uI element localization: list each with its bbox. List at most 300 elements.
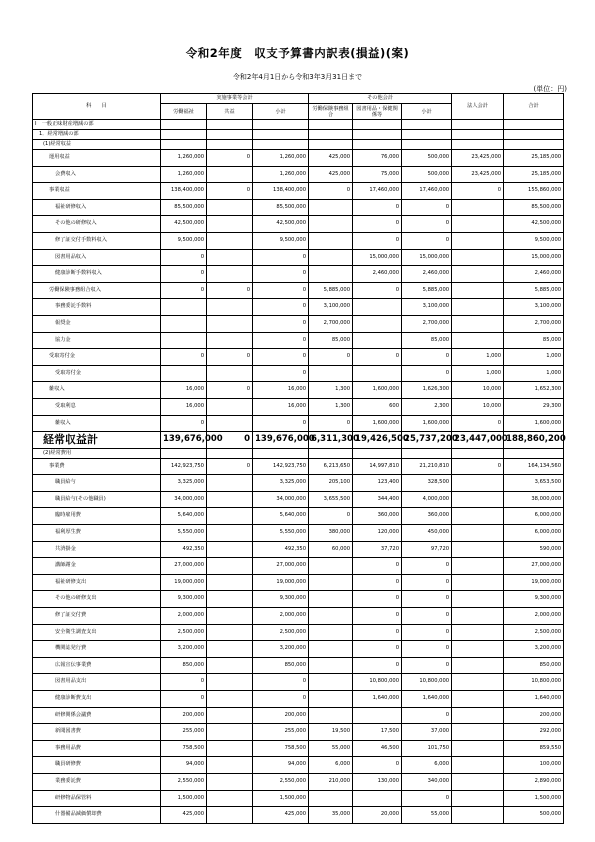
amount-cell: 1,600,000 [353, 415, 402, 432]
amount-cell: 14,997,810 [353, 458, 402, 475]
amount-cell: 0 [353, 608, 402, 625]
row-label: 研修物品保管料 [33, 790, 161, 807]
amount-cell: 0 [253, 691, 309, 708]
table-row [33, 757, 564, 774]
row-label: 事務用品費 [33, 740, 161, 757]
amount-cell: 10,000 [452, 398, 504, 415]
amount-cell: 0 [207, 382, 253, 399]
amount-cell [452, 249, 504, 266]
amount-cell: 0 [402, 349, 452, 366]
header-sub: 小計 [253, 104, 309, 120]
row-label: (2)経常費用 [33, 448, 161, 458]
amount-cell: 2,550,000 [253, 773, 309, 790]
amount-cell: 2,300 [402, 398, 452, 415]
table-row [33, 365, 564, 382]
amount-cell: 25,185,000 [504, 166, 564, 183]
amount-cell: 492,350 [253, 541, 309, 558]
amount-cell [353, 707, 402, 724]
amount-cell [207, 232, 253, 249]
amount-cell [452, 773, 504, 790]
row-label: 労働保険事務組合収入 [33, 282, 161, 299]
amount-cell [452, 624, 504, 641]
amount-cell: 758,500 [253, 740, 309, 757]
row-label: 図書用品収入 [33, 249, 161, 266]
amount-cell [353, 332, 402, 349]
amount-cell [309, 365, 353, 382]
row-label: 雑収入 [33, 415, 161, 432]
amount-cell [452, 448, 504, 458]
row-label: 受取寄付金 [33, 365, 161, 382]
amount-cell [452, 508, 504, 525]
amount-cell: 3,200,000 [253, 641, 309, 658]
amount-cell: 55,000 [309, 740, 353, 757]
amount-cell [452, 757, 504, 774]
row-label: 健康診断手数料収入 [33, 266, 161, 283]
amount-cell: 97,720 [402, 541, 452, 558]
amount-cell: 0 [253, 282, 309, 299]
amount-cell: 380,000 [309, 525, 353, 542]
amount-cell [253, 448, 309, 458]
amount-cell [207, 574, 253, 591]
amount-cell: 23,425,000 [452, 150, 504, 167]
amount-cell [207, 740, 253, 757]
table-row [33, 674, 564, 691]
table-row [33, 266, 564, 283]
amount-cell: 3,325,000 [161, 475, 207, 492]
amount-cell: 1,000 [504, 365, 564, 382]
amount-cell [161, 448, 207, 458]
table-row [33, 691, 564, 708]
header-sub: 小計 [402, 104, 452, 120]
amount-cell: 85,500,000 [161, 199, 207, 216]
table-row [33, 558, 564, 575]
amount-cell: 2,700,000 [309, 315, 353, 332]
amount-cell: 1,260,000 [253, 166, 309, 183]
amount-cell [207, 299, 253, 316]
amount-cell [402, 130, 452, 140]
amount-cell: 42,500,000 [161, 216, 207, 233]
amount-cell [452, 332, 504, 349]
amount-cell: 0 [402, 232, 452, 249]
amount-cell: 2,460,000 [402, 266, 452, 283]
amount-cell: 0 [353, 232, 402, 249]
table-row [33, 740, 564, 757]
amount-cell [161, 315, 207, 332]
amount-cell: 0 [402, 790, 452, 807]
amount-cell: 850,000 [253, 657, 309, 674]
amount-cell [309, 624, 353, 641]
amount-cell [452, 591, 504, 608]
table-row [33, 299, 564, 316]
row-label: 修了証交付手数料収入 [33, 232, 161, 249]
amount-cell: 758,500 [161, 740, 207, 757]
amount-cell [504, 140, 564, 150]
amount-cell [309, 657, 353, 674]
amount-cell [253, 130, 309, 140]
amount-cell: 27,000,000 [161, 558, 207, 575]
amount-cell: 344,400 [353, 491, 402, 508]
row-label: 図書用品支出 [33, 674, 161, 691]
amount-cell: 15,000,000 [402, 249, 452, 266]
amount-cell: 0 [452, 183, 504, 200]
row-label: その他の研修支出 [33, 591, 161, 608]
amount-cell: 76,000 [353, 150, 402, 167]
amount-cell: 2,700,000 [402, 315, 452, 332]
table-row [33, 130, 564, 140]
amount-cell: 10,800,000 [353, 674, 402, 691]
amount-cell: 3,100,000 [504, 299, 564, 316]
amount-cell [353, 790, 402, 807]
amount-cell: 142,923,750 [161, 458, 207, 475]
amount-cell: 25,737,200 [402, 432, 452, 449]
amount-cell: 0 [402, 199, 452, 216]
amount-cell: 1,600,000 [402, 415, 452, 432]
amount-cell [309, 232, 353, 249]
amount-cell: 60,000 [309, 541, 353, 558]
table-row [33, 199, 564, 216]
amount-cell [207, 475, 253, 492]
amount-cell [253, 120, 309, 130]
amount-cell: 5,885,000 [402, 282, 452, 299]
amount-cell [309, 641, 353, 658]
amount-cell: 164,134,560 [504, 458, 564, 475]
row-label: (1)経常収益 [33, 140, 161, 150]
amount-cell [309, 120, 353, 130]
amount-cell: 16,000 [253, 398, 309, 415]
amount-cell [452, 724, 504, 741]
amount-cell [207, 773, 253, 790]
header-group2: その他会計 [309, 94, 452, 104]
amount-cell: 0 [161, 415, 207, 432]
amount-cell: 205,100 [309, 475, 353, 492]
amount-cell [452, 130, 504, 140]
amount-cell: 19,500 [309, 724, 353, 741]
amount-cell: 600 [353, 398, 402, 415]
table-row [33, 183, 564, 200]
amount-cell: 38,000,000 [504, 491, 564, 508]
amount-cell: 0 [309, 508, 353, 525]
amount-cell: 340,000 [402, 773, 452, 790]
amount-cell: 500,000 [504, 807, 564, 824]
amount-cell: 0 [161, 691, 207, 708]
amount-cell [452, 807, 504, 824]
row-label: 事業費 [33, 458, 161, 475]
amount-cell: 6,000,000 [504, 525, 564, 542]
amount-cell: 9,300,000 [504, 591, 564, 608]
row-label: 1．経常増減の部 [33, 130, 161, 140]
amount-cell: 120,000 [353, 525, 402, 542]
amount-cell: 0 [253, 299, 309, 316]
table-row [33, 541, 564, 558]
row-label: 業務委託費 [33, 773, 161, 790]
amount-cell [353, 130, 402, 140]
amount-cell [452, 657, 504, 674]
amount-cell [452, 790, 504, 807]
table-row [33, 574, 564, 591]
amount-cell: 6,000 [402, 757, 452, 774]
table-row [33, 657, 564, 674]
amount-cell: 85,000 [309, 332, 353, 349]
amount-cell: 0 [402, 608, 452, 625]
amount-cell: 328,500 [402, 475, 452, 492]
row-label: 会費収入 [33, 166, 161, 183]
amount-cell: 5,885,000 [504, 282, 564, 299]
amount-cell: 5,640,000 [161, 508, 207, 525]
table-row [33, 140, 564, 150]
amount-cell [309, 130, 353, 140]
amount-cell: 2,460,000 [504, 266, 564, 283]
amount-cell: 123,400 [353, 475, 402, 492]
amount-cell: 101,750 [402, 740, 452, 757]
amount-cell [161, 130, 207, 140]
amount-cell [309, 591, 353, 608]
amount-cell: 1,652,300 [504, 382, 564, 399]
amount-cell [452, 299, 504, 316]
amount-cell [207, 249, 253, 266]
amount-cell [452, 232, 504, 249]
row-label: 職員給与 [33, 475, 161, 492]
table-row [33, 282, 564, 299]
amount-cell: 0 [253, 266, 309, 283]
amount-cell [452, 641, 504, 658]
amount-cell: 500,000 [402, 166, 452, 183]
amount-cell: 0 [353, 757, 402, 774]
amount-cell: 200,000 [161, 707, 207, 724]
amount-cell: 3,200,000 [504, 641, 564, 658]
amount-cell: 1,600,000 [504, 415, 564, 432]
amount-cell [353, 120, 402, 130]
amount-cell: 0 [402, 591, 452, 608]
amount-cell [309, 790, 353, 807]
amount-cell [161, 365, 207, 382]
amount-cell: 1,260,000 [161, 150, 207, 167]
row-label: 受取寄付金 [33, 349, 161, 366]
amount-cell: 2,460,000 [353, 266, 402, 283]
amount-cell: 42,500,000 [253, 216, 309, 233]
amount-cell: 200,000 [253, 707, 309, 724]
amount-cell: 55,000 [402, 807, 452, 824]
amount-cell: 590,000 [504, 541, 564, 558]
amount-cell: 19,000,000 [253, 574, 309, 591]
amount-cell: 6,311,300 [309, 432, 353, 449]
amount-cell: 0 [353, 624, 402, 641]
amount-cell: 46,500 [353, 740, 402, 757]
table-row [33, 232, 564, 249]
table-row [33, 773, 564, 790]
amount-cell: 5,550,000 [253, 525, 309, 542]
amount-cell: 138,400,000 [161, 183, 207, 200]
amount-cell [207, 691, 253, 708]
amount-cell [161, 299, 207, 316]
amount-cell: 16,000 [161, 382, 207, 399]
period: 令和2年4月1日から令和3年3月31日まで [232, 73, 363, 81]
table-row [33, 525, 564, 542]
table-row [33, 398, 564, 415]
amount-cell: 0 [207, 150, 253, 167]
row-label: Ⅰ 一般正味財産増減の部 [33, 120, 161, 130]
amount-cell [309, 216, 353, 233]
amount-cell [309, 266, 353, 283]
table-row [33, 624, 564, 641]
amount-cell [207, 216, 253, 233]
amount-cell: 425,000 [309, 166, 353, 183]
amount-cell: 23,447,000 [452, 432, 504, 449]
amount-cell: 94,000 [253, 757, 309, 774]
amount-cell [452, 282, 504, 299]
amount-cell [207, 591, 253, 608]
amount-cell: 85,000 [504, 332, 564, 349]
amount-cell: 0 [161, 249, 207, 266]
amount-cell: 75,000 [353, 166, 402, 183]
amount-cell: 2,890,000 [504, 773, 564, 790]
amount-cell [402, 120, 452, 130]
amount-cell: 17,460,000 [353, 183, 402, 200]
amount-cell [207, 641, 253, 658]
amount-cell: 5,885,000 [309, 282, 353, 299]
row-label: 経常収益計 [33, 432, 161, 449]
table-row [33, 349, 564, 366]
amount-cell [452, 707, 504, 724]
row-label: その他の研修収入 [33, 216, 161, 233]
amount-cell: 0 [353, 657, 402, 674]
amount-cell: 27,000,000 [504, 558, 564, 575]
amount-cell: 1,500,000 [504, 790, 564, 807]
amount-cell: 3,100,000 [402, 299, 452, 316]
amount-cell: 0 [253, 332, 309, 349]
table-row [33, 807, 564, 824]
amount-cell: 23,425,000 [452, 166, 504, 183]
amount-cell: 10,800,000 [504, 674, 564, 691]
amount-cell: 850,000 [161, 657, 207, 674]
header-sub: 労働保険事務組合 [309, 104, 353, 120]
amount-cell: 188,860,200 [504, 432, 564, 449]
amount-cell: 0 [402, 216, 452, 233]
amount-cell: 130,000 [353, 773, 402, 790]
amount-cell [207, 790, 253, 807]
amount-cell [402, 448, 452, 458]
amount-cell: 16,000 [161, 398, 207, 415]
amount-cell: 0 [207, 282, 253, 299]
amount-cell [452, 140, 504, 150]
table-row [33, 591, 564, 608]
amount-cell: 0 [207, 349, 253, 366]
amount-cell: 1,260,000 [161, 166, 207, 183]
table-row [33, 707, 564, 724]
amount-cell: 2,500,000 [504, 624, 564, 641]
amount-cell: 1,500,000 [253, 790, 309, 807]
amount-cell: 4,000,000 [402, 491, 452, 508]
amount-cell: 155,860,000 [504, 183, 564, 200]
amount-cell: 1,640,000 [402, 691, 452, 708]
amount-cell: 0 [161, 266, 207, 283]
amount-cell [207, 525, 253, 542]
amount-cell [452, 315, 504, 332]
amount-cell [207, 624, 253, 641]
amount-cell: 425,000 [161, 807, 207, 824]
amount-cell: 0 [309, 183, 353, 200]
amount-cell [309, 249, 353, 266]
amount-cell: 0 [253, 365, 309, 382]
row-label: 新聞図書費 [33, 724, 161, 741]
table-row [33, 249, 564, 266]
row-label: 福利厚生費 [33, 525, 161, 542]
amount-cell: 25,185,000 [504, 150, 564, 167]
amount-cell [207, 315, 253, 332]
amount-cell [309, 707, 353, 724]
table-row [33, 120, 564, 130]
amount-cell [207, 140, 253, 150]
row-label: 修了証交付費 [33, 608, 161, 625]
amount-cell: 0 [402, 624, 452, 641]
amount-cell: 2,000,000 [161, 608, 207, 625]
table-row [33, 641, 564, 658]
header-sub: 労働福祉 [161, 104, 207, 120]
amount-cell: 0 [452, 415, 504, 432]
row-label: 協力金 [33, 332, 161, 349]
amount-cell [353, 299, 402, 316]
amount-cell [504, 120, 564, 130]
amount-cell: 210,000 [309, 773, 353, 790]
table-row [33, 790, 564, 807]
amount-cell: 255,000 [253, 724, 309, 741]
amount-cell: 0 [402, 365, 452, 382]
amount-cell [207, 724, 253, 741]
amount-cell: 5,550,000 [161, 525, 207, 542]
amount-cell: 360,000 [402, 508, 452, 525]
unit-label: (単位：円) [533, 85, 567, 93]
amount-cell: 19,426,500 [353, 432, 402, 449]
amount-cell: 0 [253, 415, 309, 432]
amount-cell [207, 807, 253, 824]
table-row [33, 150, 564, 167]
amount-cell: 1,300 [309, 398, 353, 415]
amount-cell: 6,000,000 [504, 508, 564, 525]
row-label: 安全衛生調査支出 [33, 624, 161, 641]
row-label: 什器備品減価償却費 [33, 807, 161, 824]
amount-cell [207, 332, 253, 349]
amount-cell [309, 691, 353, 708]
amount-cell: 5,640,000 [253, 508, 309, 525]
amount-cell: 139,676,000 [253, 432, 309, 449]
amount-cell: 9,500,000 [253, 232, 309, 249]
amount-cell: 19,000,000 [161, 574, 207, 591]
row-label: 健康診断費支出 [33, 691, 161, 708]
amount-cell [452, 525, 504, 542]
amount-cell: 37,000 [402, 724, 452, 741]
table-row [33, 415, 564, 432]
amount-cell: 0 [207, 432, 253, 449]
amount-cell: 0 [207, 458, 253, 475]
amount-cell: 0 [309, 349, 353, 366]
amount-cell: 94,000 [161, 757, 207, 774]
header-corp: 法人会計 [452, 94, 504, 120]
amount-cell [207, 508, 253, 525]
amount-cell [309, 448, 353, 458]
amount-cell [452, 120, 504, 130]
header-sub: 共益 [207, 104, 253, 120]
amount-cell [207, 541, 253, 558]
amount-cell: 17,460,000 [402, 183, 452, 200]
row-label: 共済掛金 [33, 541, 161, 558]
amount-cell [452, 475, 504, 492]
amount-cell: 850,000 [504, 657, 564, 674]
amount-cell: 492,350 [161, 541, 207, 558]
header-item: 科 目 [33, 94, 161, 120]
amount-cell [207, 448, 253, 458]
amount-cell [452, 558, 504, 575]
amount-cell: 0 [402, 657, 452, 674]
amount-cell: 0 [353, 216, 402, 233]
